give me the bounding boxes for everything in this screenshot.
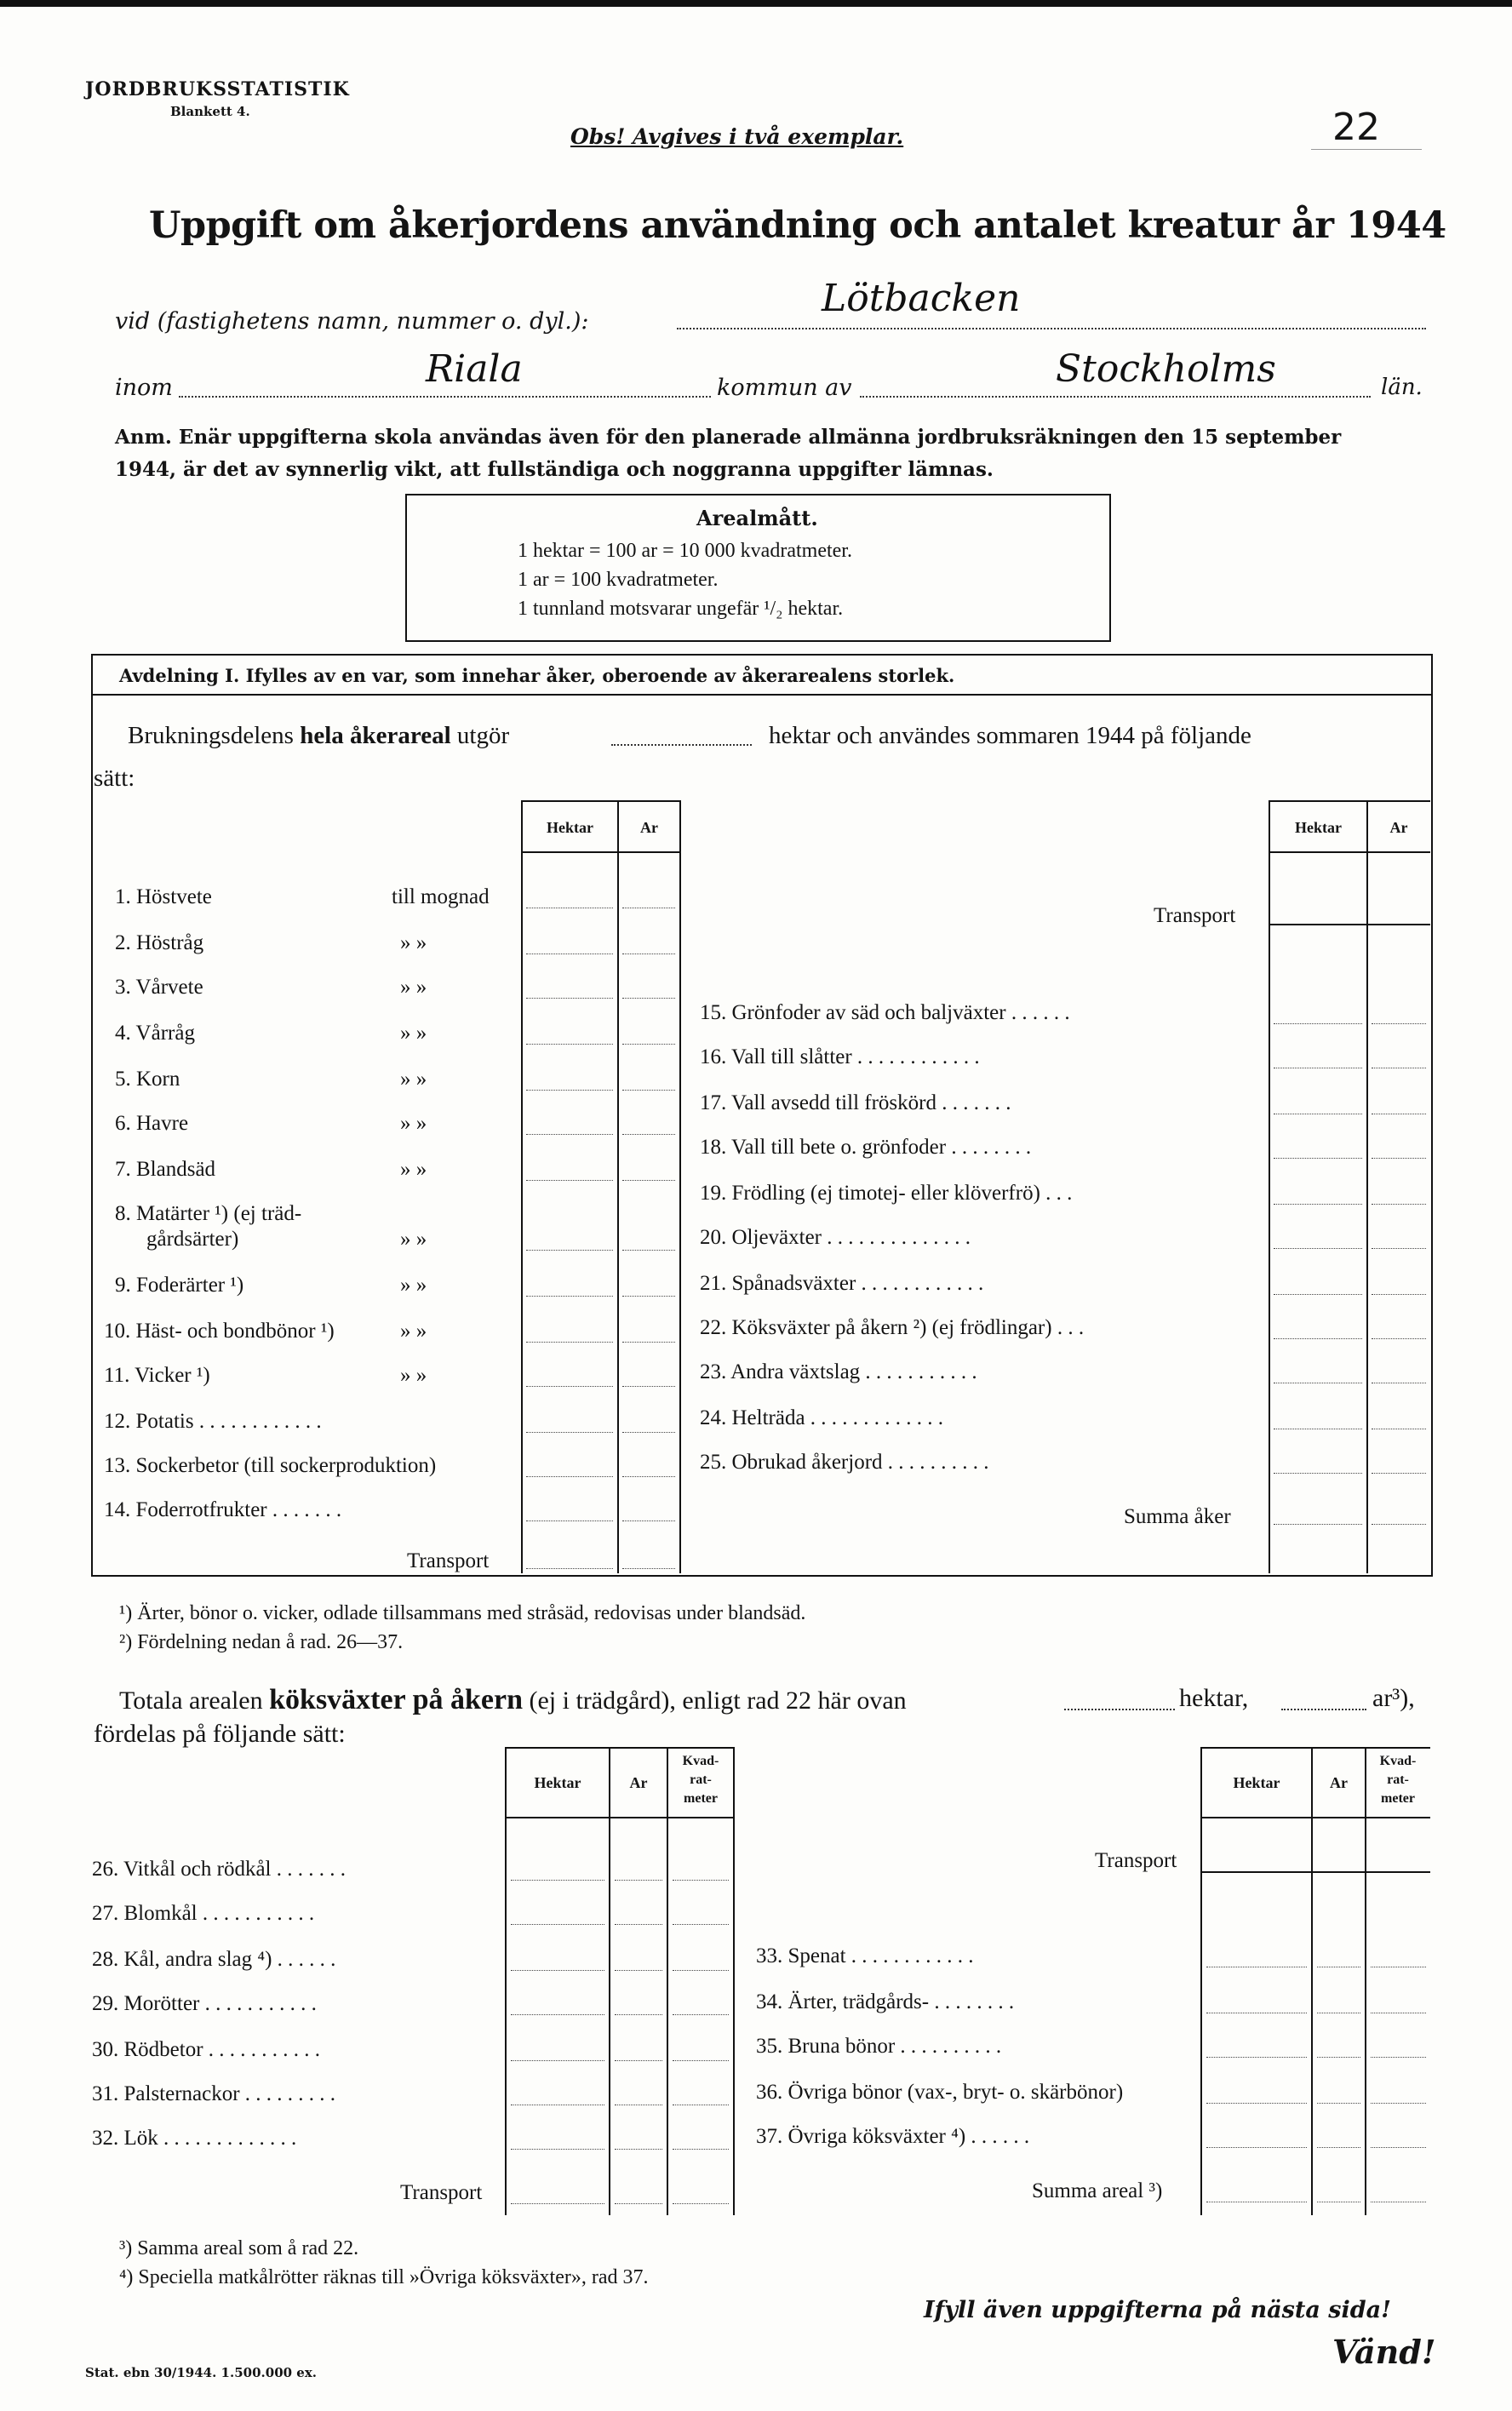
section1-heading: Avdelning I. Ifylles av en var, som innehar åker, oberoende av åkerarealens storlek. bbox=[119, 665, 955, 686]
left-col-line-3 bbox=[679, 800, 681, 1573]
row-34-label: 34. Ärter, trädgårds- . . . . . . . . bbox=[756, 1990, 1015, 2013]
row-16-label: 16. Vall till slåtter . . . . . . . . . . . . bbox=[700, 1045, 980, 1068]
cell-6-ar[interactable] bbox=[622, 1134, 675, 1135]
row-7-note: » » bbox=[400, 1158, 427, 1181]
cell-35-ar[interactable] bbox=[1317, 2057, 1360, 2058]
row-3-note: » » bbox=[400, 976, 427, 999]
row-21-label: 21. Spånadsväxter . . . . . . . . . . . . bbox=[700, 1272, 984, 1295]
right-transport-rule bbox=[1269, 924, 1430, 925]
intro-part-d: hektar och användes sommaren 1944 på följande bbox=[769, 722, 1251, 749]
row-2-note: » » bbox=[400, 931, 427, 954]
row-11-note: » » bbox=[400, 1364, 427, 1387]
cell-30-ar[interactable] bbox=[615, 2060, 662, 2061]
areal-line-3: 1 tunnland motsvarar ungefär ¹/₂ hektar. bbox=[518, 598, 844, 620]
s2-left-col-4 bbox=[733, 1747, 735, 2215]
cell-25-ar[interactable] bbox=[1372, 1473, 1426, 1474]
s2-right-header-kvm: Kvad- rat- meter bbox=[1379, 1754, 1417, 1806]
cell-s2-left-transport-kvm[interactable] bbox=[673, 2203, 729, 2204]
summa-areal-label: Summa areal ³) bbox=[1032, 2179, 1163, 2202]
cell-11-hektar[interactable] bbox=[526, 1386, 613, 1387]
inom-label: inom bbox=[115, 375, 173, 401]
cell-10-ar[interactable] bbox=[622, 1342, 675, 1343]
row-15-label: 15. Grönfoder av säd och baljväxter . . . . . . bbox=[700, 1001, 1070, 1024]
s2-left-header-ar: Ar bbox=[629, 1774, 648, 1791]
row-25-label: 25. Obrukad åkerjord . . . . . . . . . . bbox=[700, 1451, 989, 1474]
cell-20-ar[interactable] bbox=[1372, 1248, 1426, 1249]
cell-19-hektar[interactable] bbox=[1274, 1204, 1362, 1205]
cell-13-hektar[interactable] bbox=[526, 1476, 613, 1477]
areal-box bbox=[405, 494, 1111, 642]
footnote-4: ⁴) Speciella matkålrötter räknas till »Övriga köksväxter», rad 37. bbox=[119, 2266, 649, 2288]
row-22-label: 22. Köksväxter på åkern ²) (ej frödlingar) . . . bbox=[700, 1316, 1085, 1339]
scan-top-edge bbox=[0, 0, 1512, 7]
row-8-note: » » bbox=[400, 1228, 427, 1251]
s2-right-header-rule bbox=[1200, 1817, 1430, 1818]
cell-37-hektar[interactable] bbox=[1206, 2147, 1307, 2148]
cell-29-kvm[interactable] bbox=[673, 2014, 729, 2015]
row-19-label: 19. Frödling (ej timotej- eller klöverfrö) . . . bbox=[700, 1182, 1073, 1205]
s2-left-transport: Transport bbox=[400, 2181, 483, 2204]
row-32-label: 32. Lök . . . . . . . . . . . . . bbox=[92, 2127, 297, 2150]
row-20-label: 20. Oljeväxter . . . . . . . . . . . . . . bbox=[700, 1226, 971, 1249]
row-9-label: 9. Foderärter ¹) bbox=[115, 1274, 244, 1297]
row-11-label: 11. Vicker ¹) bbox=[104, 1364, 210, 1387]
cell-14-ar[interactable] bbox=[622, 1520, 675, 1521]
row-5-note: » » bbox=[400, 1068, 427, 1091]
s2-right-header-hektar: Hektar bbox=[1233, 1774, 1280, 1791]
row-5-label: 5. Korn bbox=[115, 1068, 180, 1091]
cell-5-ar[interactable] bbox=[622, 1090, 675, 1091]
cell-7-ar[interactable] bbox=[622, 1180, 675, 1181]
s2-intro-c: (ej i trädgård), enligt rad 22 här ovan bbox=[529, 1687, 907, 1715]
cell-3-hektar[interactable] bbox=[526, 998, 613, 999]
cell-26-ar[interactable] bbox=[615, 1880, 662, 1881]
row-17-label: 17. Vall avsedd till fröskörd . . . . . . . bbox=[700, 1091, 1011, 1114]
left-transport-label: Transport bbox=[407, 1549, 490, 1572]
property-name-handwritten: Lötbacken bbox=[822, 277, 1021, 320]
cell-8-ar[interactable] bbox=[622, 1250, 675, 1251]
cell-32-ar[interactable] bbox=[615, 2149, 662, 2150]
cell-27-ar[interactable] bbox=[615, 1924, 662, 1925]
row-4-note: » » bbox=[400, 1022, 427, 1045]
s2-left-col-2 bbox=[609, 1747, 610, 2215]
row-10-note: » » bbox=[400, 1320, 427, 1343]
s2-left-header-kvm: Kvad- rat- meter bbox=[682, 1754, 719, 1806]
cell-11-ar[interactable] bbox=[622, 1386, 675, 1387]
cell-32-kvm[interactable] bbox=[673, 2149, 729, 2150]
cell-21-ar[interactable] bbox=[1372, 1294, 1426, 1295]
right-col-line-2 bbox=[1366, 800, 1368, 1573]
cell-27-kvm[interactable] bbox=[673, 1924, 729, 1925]
lan-field-line bbox=[860, 395, 1371, 398]
row-8-label: 8. Matärter ¹) (ej träd- bbox=[115, 1202, 302, 1225]
row-8-label-cont: gårdsärter) bbox=[146, 1228, 239, 1251]
s2-left-table-top bbox=[505, 1747, 735, 1749]
cell-21-hektar[interactable] bbox=[1274, 1294, 1362, 1295]
row-29-label: 29. Morötter . . . . . . . . . . . bbox=[92, 1992, 317, 2015]
s2-intro-d: hektar, bbox=[1179, 1684, 1249, 1712]
cell-15-ar[interactable] bbox=[1372, 1023, 1426, 1024]
cell-29-ar[interactable] bbox=[615, 2014, 662, 2015]
row-36-label: 36. Övriga bönor (vax-, bryt- o. skärbönor) bbox=[756, 2081, 1124, 2104]
row-6-label: 6. Havre bbox=[115, 1112, 189, 1135]
row-14-label: 14. Foderrotfrukter . . . . . . . bbox=[104, 1498, 342, 1521]
row-35-label: 35. Bruna bönor . . . . . . . . . . bbox=[756, 2035, 1002, 2058]
cell-22-ar[interactable] bbox=[1372, 1338, 1426, 1339]
s2-intro-e: ar³), bbox=[1372, 1684, 1415, 1712]
cell-13-ar[interactable] bbox=[622, 1476, 675, 1477]
number-underline bbox=[1311, 149, 1422, 150]
left-col-line-2 bbox=[617, 800, 619, 1573]
section2-intro bbox=[119, 1684, 907, 1716]
org-name: JORDBRUKSSTATISTIK bbox=[85, 78, 350, 100]
footer-turn: Vänd! bbox=[1332, 2333, 1436, 2371]
areal-line-2: 1 ar = 100 kvadratmeter. bbox=[518, 569, 719, 591]
cell-28-hektar[interactable] bbox=[511, 1970, 604, 1971]
s2-intro-a: Totala arealen bbox=[119, 1687, 263, 1715]
cell-9-hektar[interactable] bbox=[526, 1296, 613, 1297]
cell-4-hektar[interactable] bbox=[526, 1044, 613, 1045]
cell-35-hektar[interactable] bbox=[1206, 2057, 1307, 2058]
row-9-note: » » bbox=[400, 1274, 427, 1297]
cell-19-ar[interactable] bbox=[1372, 1204, 1426, 1205]
cell-26-kvm[interactable] bbox=[673, 1880, 729, 1881]
s2-left-col-1 bbox=[505, 1747, 507, 2215]
cell-36-hektar[interactable] bbox=[1206, 2103, 1307, 2104]
right-col-line-1 bbox=[1269, 800, 1270, 1573]
form-number: Blankett 4. bbox=[170, 104, 250, 119]
row-4-label: 4. Vårråg bbox=[115, 1022, 195, 1045]
left-table-header-rule bbox=[521, 851, 681, 853]
cell-8-hektar[interactable] bbox=[526, 1250, 613, 1251]
cell-37-kvm[interactable] bbox=[1371, 2147, 1426, 2148]
cell-14-hektar[interactable] bbox=[526, 1520, 613, 1521]
row-13-label: 13. Sockerbetor (till sockerproduktion) bbox=[104, 1454, 437, 1477]
cell-left-transport-hektar[interactable] bbox=[526, 1568, 613, 1569]
page-number: 22 bbox=[1332, 106, 1380, 149]
s2-right-col-1 bbox=[1200, 1747, 1202, 2215]
s2-hektar-field[interactable] bbox=[1064, 1708, 1175, 1710]
row-24-label: 24. Helträda . . . . . . . . . . . . . bbox=[700, 1406, 944, 1429]
cell-18-ar[interactable] bbox=[1372, 1158, 1426, 1159]
cell-37-ar[interactable] bbox=[1317, 2147, 1360, 2148]
cell-28-kvm[interactable] bbox=[673, 1970, 729, 1971]
cell-left-transport-ar[interactable] bbox=[622, 1568, 675, 1569]
row-6-note: » » bbox=[400, 1112, 427, 1135]
cell-9-ar[interactable] bbox=[622, 1296, 675, 1297]
cell-26-hektar[interactable] bbox=[511, 1880, 604, 1881]
anm-line-2: 1944, är det av synnerlig vikt, att fullständiga och noggranna uppgifter lämnas. bbox=[115, 458, 994, 481]
cell-32-hektar[interactable] bbox=[511, 2149, 604, 2150]
right-header-ar: Ar bbox=[1389, 819, 1408, 836]
cell-12-hektar[interactable] bbox=[526, 1432, 613, 1433]
row-28-label: 28. Kål, andra slag ⁴) . . . . . . bbox=[92, 1948, 336, 1971]
cell-20-hektar[interactable] bbox=[1274, 1248, 1362, 1249]
intro-part-c: utgör bbox=[456, 722, 510, 749]
s2-left-header-hektar: Hektar bbox=[534, 1774, 581, 1791]
s2-left-col-3 bbox=[667, 1747, 668, 2215]
property-field-line bbox=[677, 327, 1426, 329]
section1-heading-rule bbox=[91, 694, 1431, 696]
cell-12-ar[interactable] bbox=[622, 1432, 675, 1433]
cell-18-hektar[interactable] bbox=[1274, 1158, 1362, 1159]
property-label: vid (fastighetens namn, nummer o. dyl.): bbox=[115, 308, 589, 335]
s2-right-header-ar: Ar bbox=[1330, 1774, 1348, 1791]
intro-part-b: hela åkerareal bbox=[300, 722, 451, 749]
row-37-label: 37. Övriga köksväxter ⁴) . . . . . . bbox=[756, 2125, 1030, 2148]
cell-s2-left-transport-ar[interactable] bbox=[615, 2203, 662, 2204]
cell-22-hektar[interactable] bbox=[1274, 1338, 1362, 1339]
cell-summa-ar[interactable] bbox=[1372, 1524, 1426, 1525]
row-1-label: 1. Höstvete bbox=[115, 885, 212, 908]
left-table-top bbox=[521, 800, 681, 802]
cell-28-ar[interactable] bbox=[615, 1970, 662, 1971]
cell-5-hektar[interactable] bbox=[526, 1090, 613, 1091]
right-table-top bbox=[1269, 800, 1430, 802]
kommun-label: kommun av bbox=[717, 375, 852, 401]
row-23-label: 23. Andra växtslag . . . . . . . . . . . bbox=[700, 1360, 977, 1383]
s2-left-header-rule bbox=[505, 1817, 735, 1818]
anm-line-1: Anm. Enär uppgifterna skola användas även för den planerade allmänna jordbruksräkningen den 15 september bbox=[115, 426, 1342, 449]
total-area-field[interactable] bbox=[611, 743, 752, 746]
footnote-3: ³) Samma areal som å rad 22. bbox=[119, 2237, 359, 2259]
s2-right-transport-rule bbox=[1200, 1871, 1430, 1873]
cell-4-ar[interactable] bbox=[622, 1044, 675, 1045]
row-18-label: 18. Vall till bete o. grönfoder . . . . . . . . bbox=[700, 1136, 1032, 1159]
section1-intro bbox=[128, 722, 509, 750]
s2-intro-b: köksväxter på åkern bbox=[269, 1684, 523, 1715]
notice-text: Obs! Avgives i två exemplar. bbox=[570, 124, 904, 149]
section1-frame bbox=[91, 654, 1433, 1577]
cell-27-hektar[interactable] bbox=[511, 1924, 604, 1925]
footnote-2: ²) Fördelning nedan å rad. 26—37. bbox=[119, 1631, 404, 1653]
row-7-label: 7. Blandsäd bbox=[115, 1158, 216, 1181]
s2-right-transport: Transport bbox=[1095, 1849, 1177, 1872]
row-27-label: 27. Blomkål . . . . . . . . . . . bbox=[92, 1902, 315, 1925]
cell-3-ar[interactable] bbox=[622, 998, 675, 999]
lan-handwritten: Stockholms bbox=[1056, 347, 1276, 391]
s2-right-col-2 bbox=[1311, 1747, 1313, 2215]
left-header-hektar: Hektar bbox=[547, 819, 593, 836]
row-3-label: 3. Vårvete bbox=[115, 976, 203, 999]
right-table-header-rule bbox=[1269, 851, 1430, 853]
row-10-label: 10. Häst- och bondbönor ¹) bbox=[104, 1320, 335, 1343]
cell-36-ar[interactable] bbox=[1317, 2103, 1360, 2104]
cell-summa-hektar[interactable] bbox=[1274, 1524, 1362, 1525]
left-header-ar: Ar bbox=[640, 819, 658, 836]
page-title: Uppgift om åkerjordens användning och antalet kreatur år 1944 bbox=[149, 204, 1446, 247]
intro-part-a: Brukningsdelens bbox=[128, 722, 294, 749]
cell-35-kvm[interactable] bbox=[1371, 2057, 1426, 2058]
row-26-label: 26. Vitkål och rödkål . . . . . . . bbox=[92, 1858, 346, 1881]
cell-30-hektar[interactable] bbox=[511, 2060, 604, 2061]
cell-29-hektar[interactable] bbox=[511, 2014, 604, 2015]
row-12-label: 12. Potatis . . . . . . . . . . . . bbox=[104, 1410, 322, 1433]
s2-ar-field[interactable] bbox=[1281, 1708, 1366, 1710]
kommun-handwritten: Riala bbox=[426, 347, 523, 391]
cell-25-hektar[interactable] bbox=[1274, 1473, 1362, 1474]
cell-15-hektar[interactable] bbox=[1274, 1023, 1362, 1024]
print-info: Stat. ebn 30/1944. 1.500.000 ex. bbox=[85, 2365, 317, 2380]
cell-10-hektar[interactable] bbox=[526, 1342, 613, 1343]
left-col-line-1 bbox=[521, 800, 523, 1573]
right-header-hektar: Hektar bbox=[1295, 819, 1342, 836]
right-transport-label: Transport bbox=[1154, 904, 1236, 927]
areal-line-1: 1 hektar = 100 ar = 10 000 kvadratmeter. bbox=[518, 540, 852, 562]
cell-s2-left-transport-hektar[interactable] bbox=[511, 2203, 604, 2204]
cell-7-hektar[interactable] bbox=[526, 1180, 613, 1181]
cell-30-kvm[interactable] bbox=[673, 2060, 729, 2061]
footnote-1: ¹) Ärter, bönor o. vicker, odlade tillsammans med stråsäd, redovisas under blandsäd. bbox=[119, 1602, 806, 1624]
row-1-note: till mognad bbox=[392, 885, 490, 908]
areal-title: Arealmått. bbox=[696, 506, 818, 530]
cell-36-kvm[interactable] bbox=[1371, 2103, 1426, 2104]
lan-label: län. bbox=[1381, 375, 1423, 400]
row-30-label: 30. Rödbetor . . . . . . . . . . . bbox=[92, 2038, 321, 2061]
summa-aker-label: Summa åker bbox=[1124, 1505, 1231, 1528]
s2-right-col-3 bbox=[1365, 1747, 1366, 2215]
footer-note: Ifyll även uppgifterna på nästa sida! bbox=[924, 2297, 1391, 2323]
row-31-label: 31. Palsternackor . . . . . . . . . bbox=[92, 2082, 336, 2105]
inom-field-line bbox=[179, 395, 711, 398]
intro-part-e: sätt: bbox=[94, 765, 135, 792]
s2-intro-f: fördelas på följande sätt: bbox=[94, 1720, 346, 1748]
s2-right-table-top bbox=[1200, 1747, 1430, 1749]
cell-6-hektar[interactable] bbox=[526, 1134, 613, 1135]
row-2-label: 2. Höstråg bbox=[115, 931, 204, 954]
row-33-label: 33. Spenat . . . . . . . . . . . . bbox=[756, 1944, 974, 1967]
